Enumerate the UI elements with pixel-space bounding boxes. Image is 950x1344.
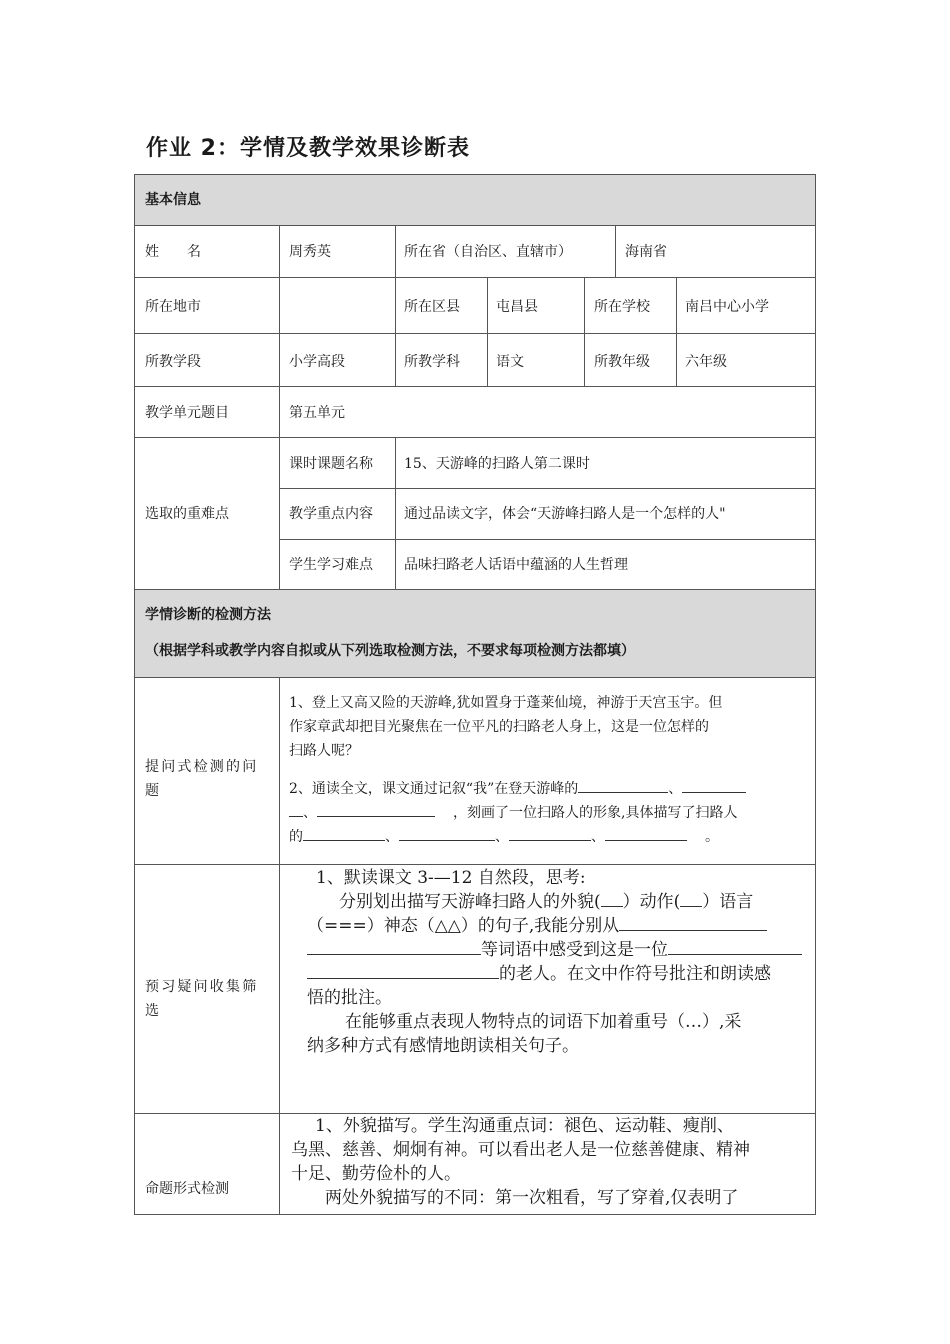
- row-divider: [134, 386, 816, 387]
- diagnosis-header-row: [134, 589, 816, 678]
- focus-value: 通过品读文字，体会“天游峰扫路人是一个怎样的人": [404, 506, 726, 522]
- grade-value: 六年级: [685, 354, 727, 370]
- preview-text: 的老人。在文中作符号批注和朗读感: [499, 964, 771, 984]
- separator: 、: [385, 829, 399, 845]
- stage-label: 所教学段: [145, 354, 201, 370]
- school-label: 所在学校: [594, 299, 650, 315]
- separator: 、: [495, 829, 509, 845]
- blank: [680, 891, 702, 907]
- blank: [399, 825, 495, 841]
- school-value: 南吕中心小学: [685, 299, 769, 315]
- row-divider: [280, 488, 816, 489]
- preview-label: [145, 975, 258, 1023]
- preview-text: 等词语中感受到这是一位: [481, 940, 668, 960]
- separator: 、: [303, 805, 317, 821]
- preview-line: [289, 962, 809, 986]
- preview-text: （===）神态（△△）的句子,我能分别从: [307, 916, 620, 936]
- question-label-line: 题: [145, 783, 159, 799]
- row-divider: [134, 277, 816, 278]
- row-divider: [134, 864, 816, 865]
- diagnosis-subheader: （根据学科或教学内容自拟或从下列选取检测方法，不要求每项检测方法都填）: [145, 643, 635, 659]
- preview-line: [289, 890, 809, 914]
- blank: [307, 963, 499, 979]
- page-title: 作业 2：学情及教学效果诊断表: [146, 136, 470, 161]
- blank: [289, 801, 303, 817]
- preview-text: ）动作(: [622, 892, 681, 912]
- question-2-text: 2、通读全文，课文通过记叙“我”在登天游峰的: [289, 781, 579, 797]
- form-line: 乌黑、慈善、炯炯有神。可以看出老人是一位慈善健康、精神: [291, 1140, 750, 1160]
- col-divider: [395, 437, 396, 589]
- preview-line: [289, 914, 809, 938]
- name-label: 姓 名: [145, 244, 201, 260]
- preview-line: 悟的批注。: [307, 988, 392, 1008]
- unit-label: 教学单元题目: [145, 405, 229, 421]
- form-line: 两处外貌描写的不同：第一次粗看，写了穿着,仅表明了: [325, 1188, 739, 1208]
- blank: [682, 777, 746, 793]
- basic-info-header: 基本信息: [145, 192, 201, 208]
- blank: [303, 825, 385, 841]
- city-label: 所在地市: [145, 299, 201, 315]
- county-label: 所在区县: [404, 299, 460, 315]
- blank: [509, 825, 591, 841]
- question-2-text: 的: [289, 829, 303, 845]
- period: 。: [705, 829, 719, 845]
- preview-label-line: 预习疑问收集筛: [145, 979, 259, 995]
- question-2: [289, 777, 829, 849]
- key-points-label: 选取的重难点: [145, 506, 229, 522]
- col-divider: [584, 277, 585, 386]
- preview-text: 分别划出描写天游峰扫路人的外貌(: [339, 892, 601, 912]
- preview-line: 1、默读课文 3-—12 自然段，思考:: [316, 868, 586, 888]
- blank: [317, 801, 435, 817]
- question-2-text: ，刻画了一位扫路人的形象,具体描写了扫路人: [453, 805, 738, 821]
- province-label: 所在省（自治区、直辖市）: [404, 244, 572, 260]
- row-divider: [134, 333, 816, 334]
- preview-label-line: 选: [145, 1003, 159, 1019]
- question-label: [145, 755, 258, 803]
- blank: [307, 939, 481, 955]
- form-line: 1、外貌描写。学生沟通重点词：褪色、运动鞋、瘦削、: [315, 1116, 734, 1136]
- stage-value: 小学高段: [289, 354, 345, 370]
- col-divider: [279, 678, 280, 1215]
- form-line: 十足、勤劳俭朴的人。: [291, 1164, 461, 1184]
- form-content: [289, 1114, 809, 1210]
- blank: [605, 825, 687, 841]
- unit-value: 第五单元: [289, 405, 345, 421]
- col-divider: [395, 226, 396, 386]
- grade-label: 所教年级: [594, 354, 650, 370]
- preview-line: 纳多种方式有感情地朗读相关句子。: [307, 1036, 579, 1056]
- preview-line: 在能够重点表现人物特点的词语下加着重号（…）,采: [345, 1012, 742, 1032]
- row-divider: [134, 437, 816, 438]
- preview-line: [289, 938, 809, 962]
- col-divider: [615, 226, 616, 277]
- col-divider: [487, 277, 488, 386]
- county-value: 屯昌县: [496, 299, 538, 315]
- preview-content: [289, 866, 809, 1058]
- name-value: 周秀英: [289, 244, 331, 260]
- subject-label: 所教学科: [404, 354, 460, 370]
- blank: [578, 777, 668, 793]
- blank: [619, 915, 767, 931]
- separator: 、: [591, 829, 605, 845]
- difficulty-label: 学生学习难点: [289, 557, 373, 573]
- lesson-value: 15、天游峰的扫路人第二课时: [404, 456, 590, 472]
- difficulty-value: 品味扫路老人话语中蕴涵的人生哲理: [404, 557, 628, 573]
- question-1-line: 作家章武却把目光聚焦在一位平凡的扫路老人身上，这是一位怎样的: [289, 719, 709, 735]
- col-divider: [279, 226, 280, 589]
- question-label-line: 提问式检测的问: [145, 759, 259, 775]
- question-1: [289, 691, 809, 763]
- row-divider: [280, 539, 816, 540]
- blank: [668, 939, 802, 955]
- question-1-line: 扫路人呢？: [289, 743, 359, 759]
- basic-info-header-row: [134, 174, 816, 226]
- blank: [601, 891, 623, 907]
- subject-value: 语文: [496, 354, 524, 370]
- focus-label: 教学重点内容: [289, 506, 373, 522]
- col-divider: [676, 277, 677, 386]
- question-1-line: 1、登上又高又险的天游峰,犹如置身于蓬莱仙境，神游于天宫玉宇。但: [289, 695, 723, 711]
- province-value: 海南省: [625, 244, 667, 260]
- form-label: 命题形式检测: [145, 1181, 229, 1197]
- diagnosis-header: 学情诊断的检测方法: [145, 607, 271, 623]
- lesson-label: 课时课题名称: [289, 456, 373, 472]
- separator: 、: [668, 781, 683, 797]
- preview-text: ）语言: [702, 892, 754, 912]
